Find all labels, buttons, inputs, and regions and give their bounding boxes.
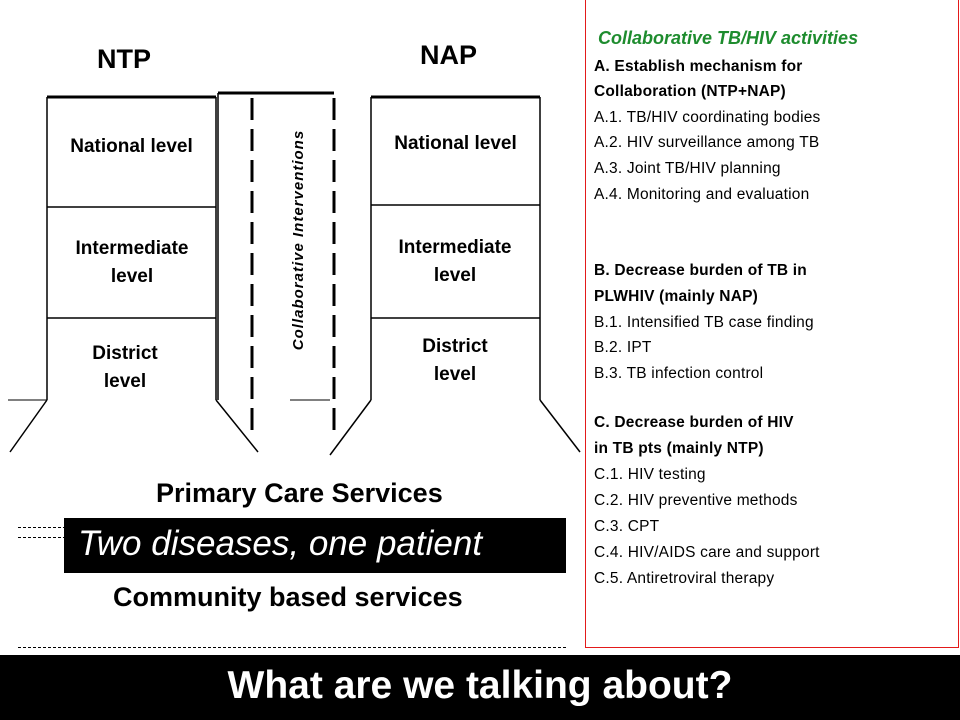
collaborative-interventions-label: Collaborative Interventions — [290, 129, 307, 351]
community-based-services: Community based services — [113, 582, 463, 612]
section-b-item: B.2. IPT — [594, 339, 652, 356]
section-a-item: A.4. Monitoring and evaluation — [594, 186, 810, 203]
section-c-item: C.2. HIV preventive methods — [594, 492, 798, 509]
nap-district-level: District level — [422, 336, 488, 385]
section-c-heading: C. Decrease burden of HIV — [594, 414, 794, 431]
section-b-item: B.1. Intensified TB case finding — [594, 314, 814, 331]
section-b-heading: PLWHIV (mainly NAP) — [594, 288, 758, 305]
footer-question: What are we talking about? — [227, 664, 733, 707]
banner-text: Two diseases, one patient — [78, 524, 483, 563]
ntp-district-level: District level — [92, 343, 158, 392]
nap-intermediate-level: Intermediate level — [398, 237, 512, 286]
section-a-item: A.2. HIV surveillance among TB — [594, 134, 820, 151]
activities-title: Collaborative TB/HIV activities — [598, 28, 859, 48]
nap-title: NAP — [420, 40, 478, 70]
section-b-heading: B. Decrease burden of TB in — [594, 262, 807, 279]
primary-care-services: Primary Care Services — [156, 478, 443, 508]
section-a-heading: Collaboration (NTP+NAP) — [594, 83, 786, 100]
section-a-item: A.3. Joint TB/HIV planning — [594, 160, 781, 177]
ntp-intermediate-level: Intermediate level — [75, 238, 189, 287]
section-b-item: B.3. TB infection control — [594, 365, 764, 382]
ntp-title: NTP — [97, 44, 151, 74]
section-c-heading: in TB pts (mainly NTP) — [594, 440, 764, 457]
section-c-item: C.1. HIV testing — [594, 466, 706, 483]
collaborative-column-lines — [218, 93, 334, 432]
ntp-national-level: National level — [70, 136, 193, 157]
community-divider — [18, 647, 566, 648]
section-c-item: C.3. CPT — [594, 518, 660, 535]
section-a-item: A.1. TB/HIV coordinating bodies — [594, 109, 821, 126]
section-c-item: C.4. HIV/AIDS care and support — [594, 544, 820, 561]
section-a-heading: A. Establish mechanism for — [594, 58, 803, 75]
nap-national-level: National level — [394, 133, 517, 154]
section-c-item: C.5. Antiretroviral therapy — [594, 570, 775, 587]
